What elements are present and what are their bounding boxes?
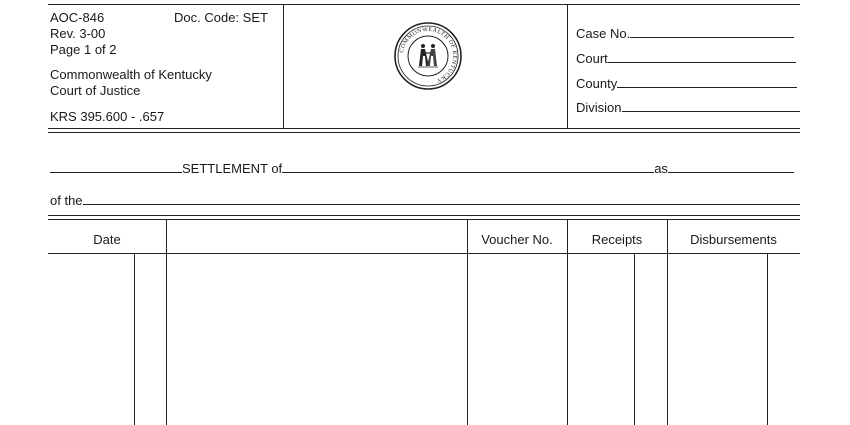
column-header-voucher-no: Voucher No. [481,232,553,247]
settlement-prefix-blank[interactable] [50,160,182,173]
header-divider-left [283,4,284,128]
of-the-line [50,192,800,208]
division-field[interactable] [576,99,800,115]
table-col-divider-desc [467,219,468,425]
division-blank[interactable] [622,99,800,112]
seal-outer-text: COMMONWEALTH OF KENTUCKY [399,26,458,84]
top-border [48,4,800,5]
page-number: Page 1 of 2 [50,42,117,57]
header-rule-1 [48,128,800,129]
settlement-name-blank[interactable] [282,160,654,173]
case-no-label: Case No. [576,26,631,41]
krs-reference: KRS 395.600 - .657 [50,109,165,124]
table-col-divider-receipts [667,219,668,425]
column-header-date: Date [93,232,121,247]
of-the-blank[interactable] [83,192,800,205]
court-label: Court [576,51,608,66]
table-col-divider-date [166,219,167,425]
settlement-label: SETTLEMENT of [182,161,283,176]
seal-icon [394,22,462,90]
commonwealth-label: Commonwealth of Kentucky [50,67,212,82]
form-number: AOC-846 [50,10,105,25]
table-col-divider-voucher [567,219,568,425]
case-no-field[interactable] [576,25,794,41]
case-no-blank[interactable] [630,25,794,38]
table-header-rule [48,253,800,254]
court-blank[interactable] [608,50,796,63]
header-rule-2 [48,132,800,133]
table-top-rule-2 [48,219,800,220]
county-field[interactable] [576,75,797,91]
county-blank[interactable] [617,75,797,88]
doc-code: Doc. Code: SET [174,10,268,25]
table-subdivider-date [134,253,135,425]
table-subdivider-disbursements [767,253,768,425]
table-subdivider-receipts [634,253,635,425]
table-top-rule-1 [48,215,800,216]
as-blank[interactable] [668,160,794,173]
kentucky-seal [394,22,462,90]
column-header-disbursements: Disbursements [690,232,777,247]
settlement-line [50,160,794,176]
of-the-label: of the [50,193,83,208]
header-divider-right [567,4,568,128]
column-header-receipts: Receipts [591,232,643,247]
court-field[interactable] [576,50,796,66]
as-label: as [654,161,668,176]
county-label: County [576,76,618,91]
court-of-justice-label: Court of Justice [50,83,141,98]
division-label: Division [576,100,622,115]
revision: Rev. 3-00 [50,26,106,41]
